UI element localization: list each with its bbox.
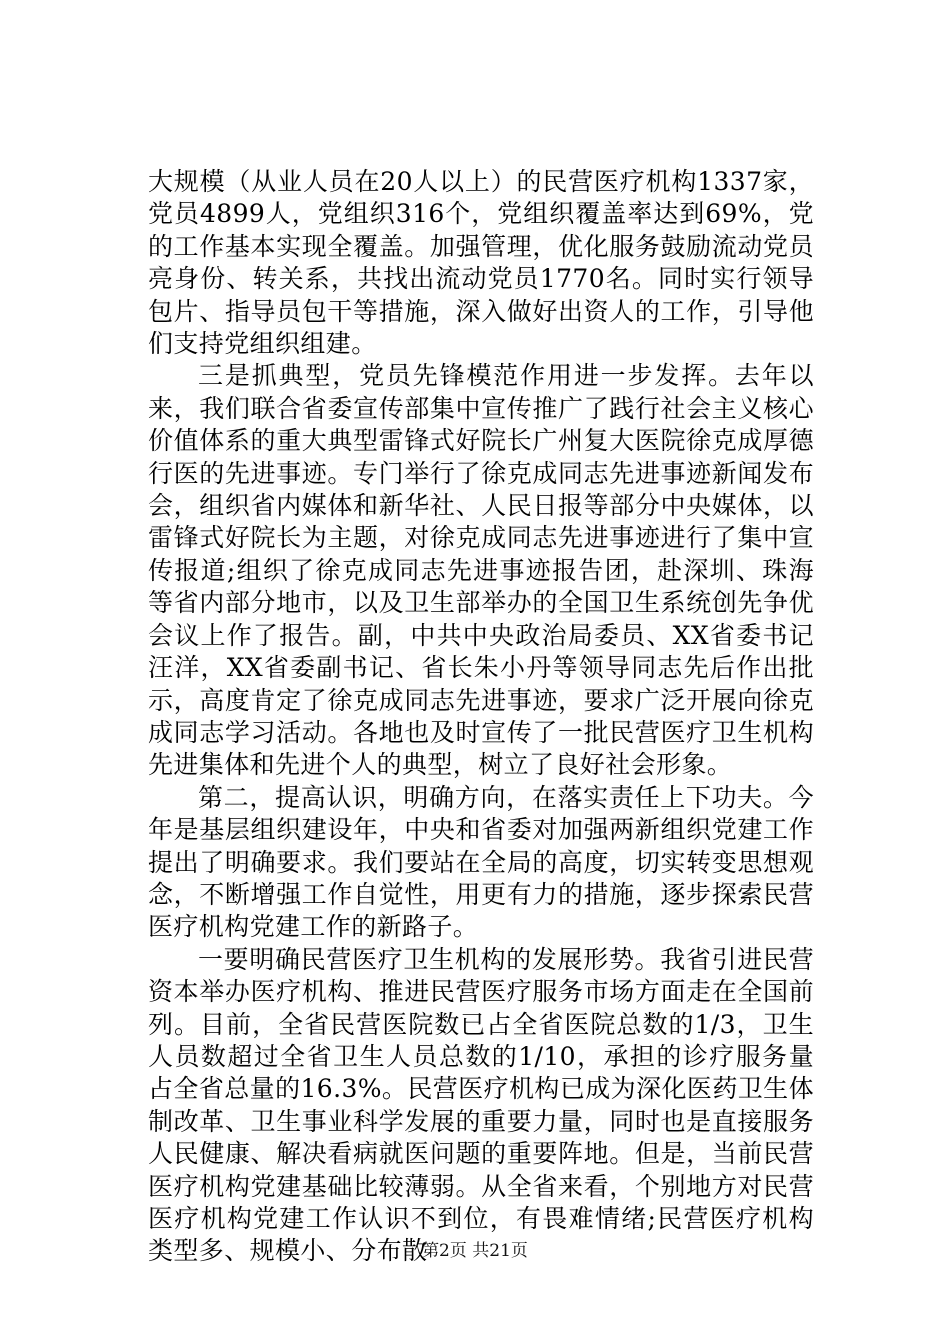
paragraph-4: 一要明确民营医疗卫生机构的发展形势。我省引进民营资本举办医疗机构、推进民营医疗服务市场方面走在全国前列。目前，全省民营医院数已占全省医院总数的1/3，卫生人员数超过全省卫生人员总数的1/10，承担的诊疗服务量占全省总量的16.3%。民营医疗机构已成为深化医药卫生体制改革、卫生事业科学发展的重要力量，同时也是直接服务人民健康、解决看病就医问题的重要阵地。但是，当前民营医疗机构党建基础比较薄弱。从全省来看，个别地方对民营医疗机构党建工作认识不到位，有畏难情绪;民营医疗机构类型多、规模小、分布散 [148, 944, 814, 1266]
paragraph-2: 三是抓典型，党员先锋模范作用进一步发挥。去年以来，我们联合省委宣传部集中宣传推广了践行社会主义核心价值体系的重大典型雷锋式好院长广州复大医院徐克成厚德行医的先进事迹。专门举行了徐克成同志先进事迹新闻发布会，组织省内媒体和新华社、人民日报等部分中央媒体，以雷锋式好院长为主题，对徐克成同志先进事迹进行了集中宣传报道;组织了徐克成同志先进事迹报告团，赴深圳、珠海等省内部分地市，以及卫生部举办的全国卫生系统创先争优会议上作了报告。副，中共中央政治局委员、XX省委书记汪洋，XX省委副书记、省长朱小丹等领导同志先后作出批示，高度肯定了徐克成同志先进事迹，要求广泛开展向徐克成同志学习活动。各地也及时宣传了一批民营医疗卫生机构先进集体和先进个人的典型，树立了良好社会形象。 [148, 361, 814, 780]
paragraph-3: 第二，提高认识，明确方向，在落实责任上下功夫。今年是基层组织建设年，中央和省委对加强两新组织党建工作提出了明确要求。我们要站在全局的高度，切实转变思想观念，不断增强工作自觉性，用更有力的措施，逐步探索民营医疗机构党建工作的新路子。 [148, 782, 814, 942]
page-number-footer: 第2页 共21页 [422, 1241, 528, 1261]
paragraph-1: 大规模（从业人员在20人以上）的民营医疗机构1337家，党员4899人，党组织316个，党组织覆盖率达到69%，党的工作基本实现全覆盖。加强管理，优化服务鼓励流动党员亮身份、转关系，共找出流动党员1770名。同时实行领导包片、指导员包干等措施，深入做好出资人的工作，引导他们支持党组织组建。 [148, 167, 814, 359]
document-body [148, 166, 814, 1268]
